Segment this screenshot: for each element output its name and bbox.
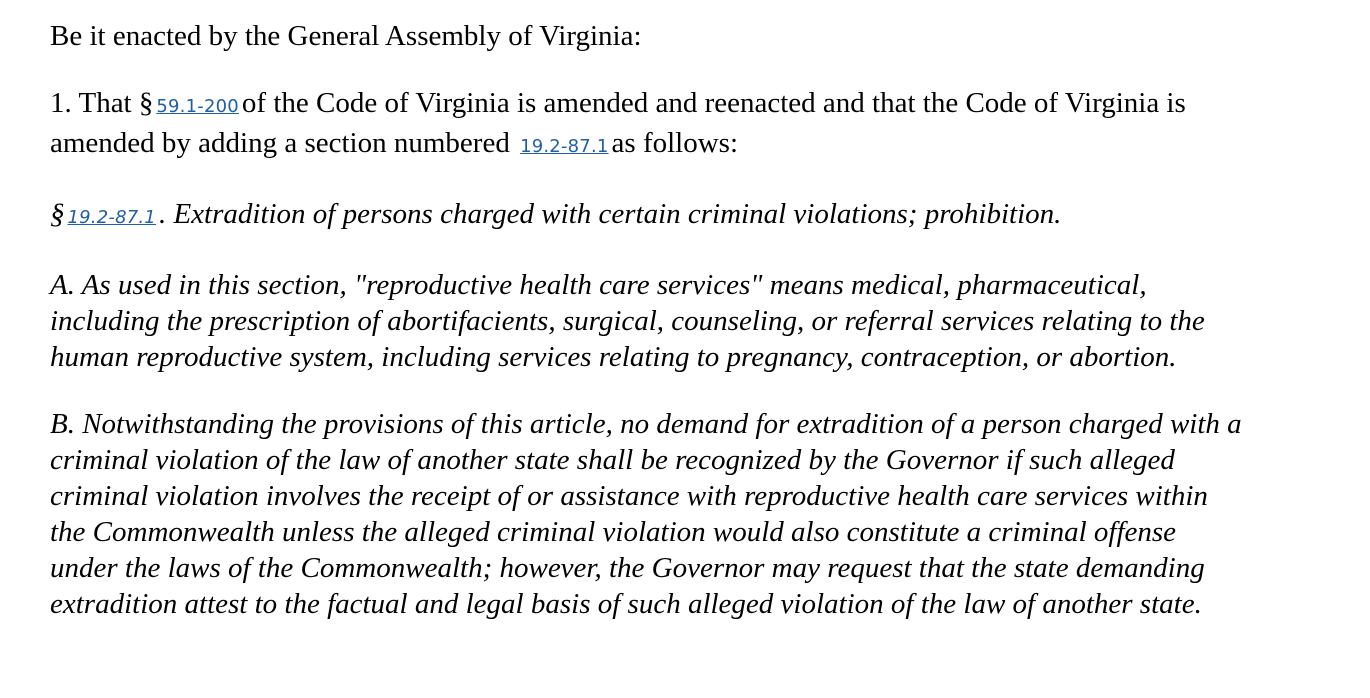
- section-symbol: §: [50, 198, 65, 230]
- section-heading: [50, 196, 1250, 236]
- bill-text: [50, 18, 1250, 622]
- section-heading-link[interactable]: 19.2-87.1: [67, 207, 156, 228]
- section-title: . Extradition of persons charged with certain criminal violations; prohibition.: [158, 198, 1062, 230]
- subsection-b: B. Notwithstanding the provisions of this article, no demand for extradition of a person charged with a criminal violation of the law of another state shall be recognized by the Governor if such alleged criminal violation involves the receipt of or assistance with reproductive health care services within the Commonwealth unless the alleged criminal violation would also constitute a criminal offense under the laws of the Commonwealth; however, the Governor may request that the state demanding extradition attest to the factual and legal basis of such alleged violation of the law of another state.: [50, 408, 1242, 620]
- amendment-clause: [50, 85, 1250, 165]
- code-section-link-19-2-87-1[interactable]: 19.2-87.1: [520, 136, 609, 157]
- enacting-clause: Be it enacted by the General Assembly of Virginia:: [50, 20, 642, 52]
- amendment-middle: of the Code of Virginia is amended and reenacted and that the Code of Virginia is amended by adding a section numbered: [50, 87, 1186, 159]
- subsection-a: A. As used in this section, "reproductive health care services" means medical, pharmaceutical, including the prescription of abortifacients, surgical, counseling, or referral services relating to the human reproductive system, including services relating to pregnancy, contraception, or abortion.: [50, 269, 1205, 373]
- amendment-suffix: as follows:: [611, 127, 738, 159]
- amendment-prefix: 1. That §: [50, 87, 154, 119]
- code-section-link-59-1-200[interactable]: 59.1-200: [156, 96, 239, 117]
